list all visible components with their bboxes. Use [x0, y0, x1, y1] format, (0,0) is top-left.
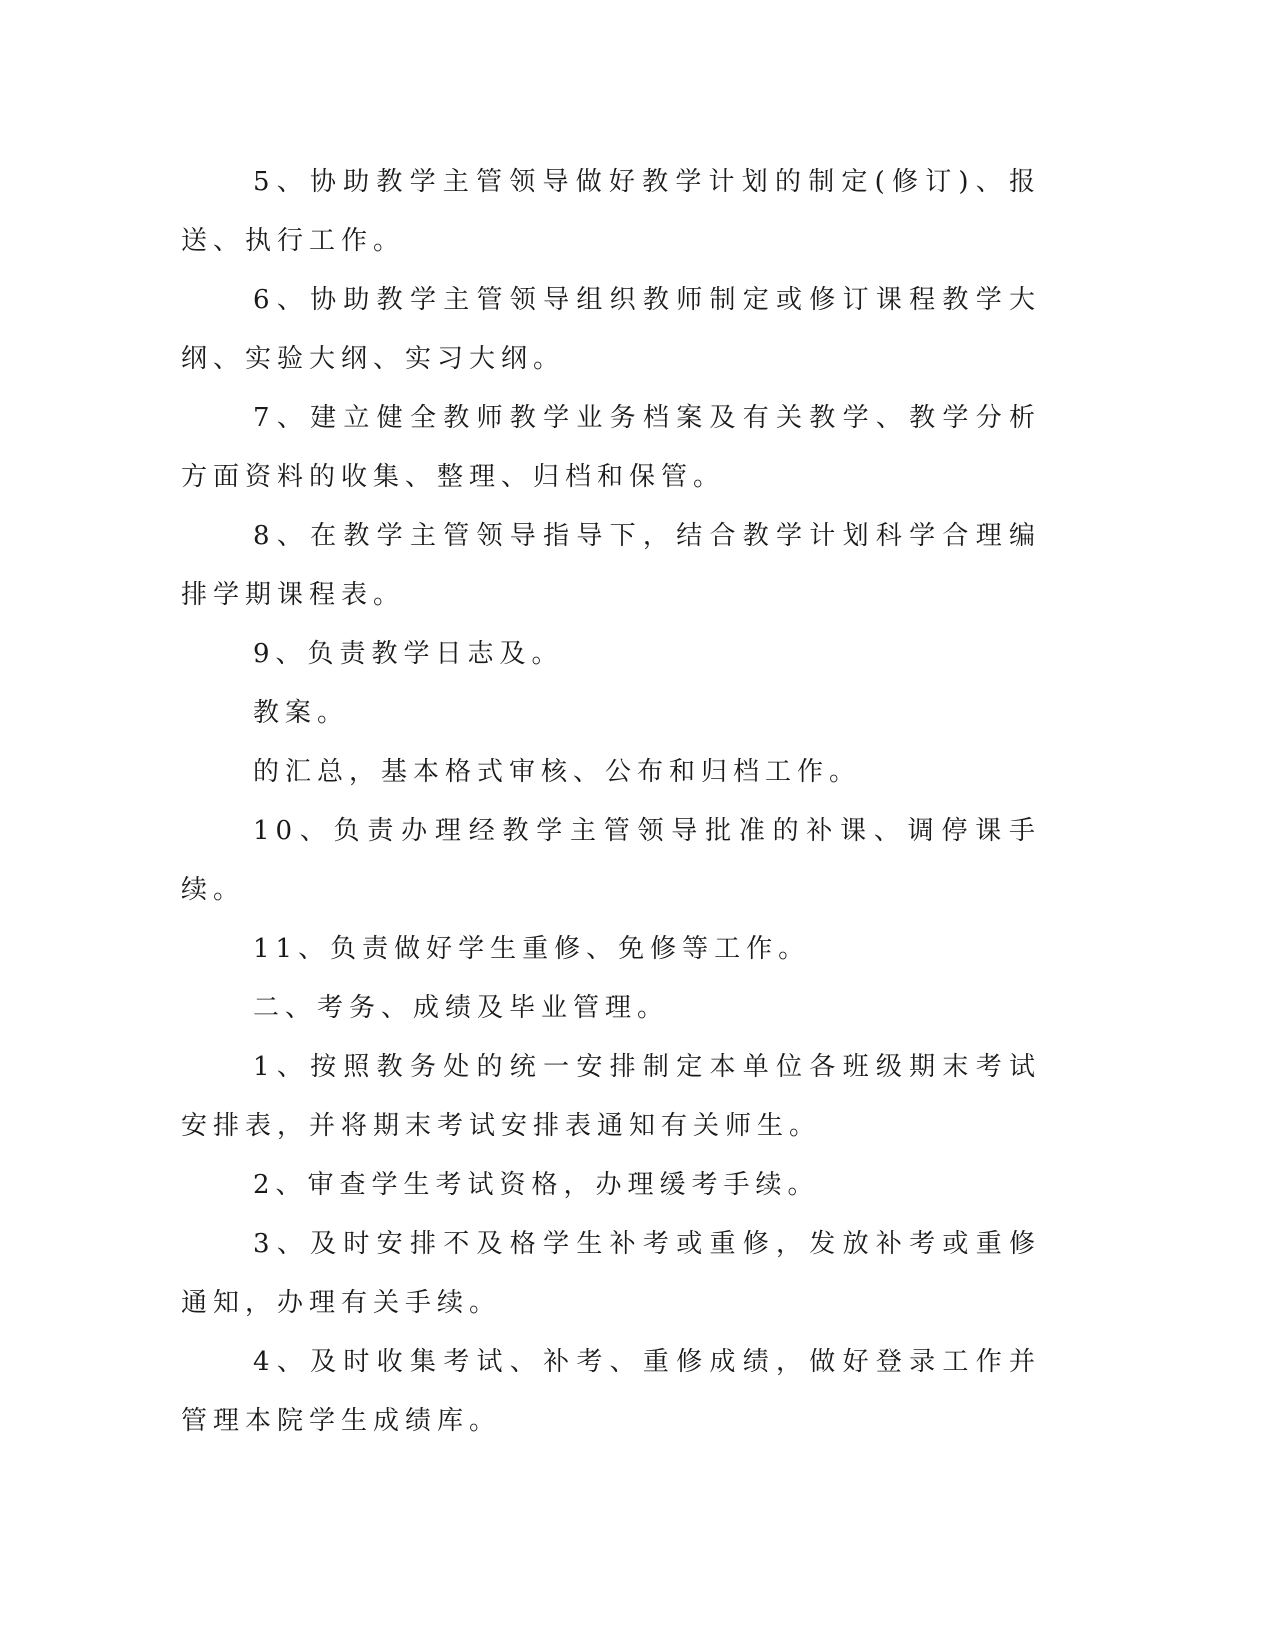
paragraph-exam-item-2: 2、审查学生考试资格，办理缓考手续。	[253, 1170, 820, 1200]
paragraph-exam-item-1: 1、按照教务处的统一安排制定本单位各班级期末考试安排表，并将期末考试安排表通知有关师生。	[181, 1052, 1041, 1141]
paragraph-fragment-lesson-plan: 教案。	[253, 698, 350, 728]
paragraph-item-8: 8、在教学主管领导指导下，结合教学计划科学合理编排学期课程表。	[181, 521, 1041, 610]
document-body	[181, 153, 1041, 1451]
paragraph-item-11: 11、负责做好学生重修、免修等工作。	[253, 934, 811, 964]
paragraph-item-9: 9、负责教学日志及。	[253, 639, 564, 669]
paragraph-item-10: 10、负责办理经教学主管领导批准的补课、调停课手续。	[181, 816, 1041, 905]
paragraph-exam-item-4: 4、及时收集考试、补考、重修成绩，做好登录工作并管理本院学生成绩库。	[181, 1347, 1041, 1436]
paragraph-item-5: 5、协助教学主管领导做好教学计划的制定(修订)、报送、执行工作。	[181, 167, 1041, 256]
paragraph-item-6: 6、协助教学主管领导组织教师制定或修订课程教学大纲、实验大纲、实习大纲。	[181, 285, 1041, 374]
paragraph-item-7: 7、建立健全教师教学业务档案及有关教学、教学分析方面资料的收集、整理、归档和保管。	[181, 403, 1041, 492]
paragraph-exam-item-3: 3、及时安排不及格学生补考或重修，发放补考或重修通知，办理有关手续。	[181, 1229, 1041, 1318]
section-heading-exam-grades: 二、考务、成绩及毕业管理。	[253, 993, 670, 1023]
paragraph-fragment-summary: 的汇总，基本格式审核、公布和归档工作。	[253, 757, 862, 787]
